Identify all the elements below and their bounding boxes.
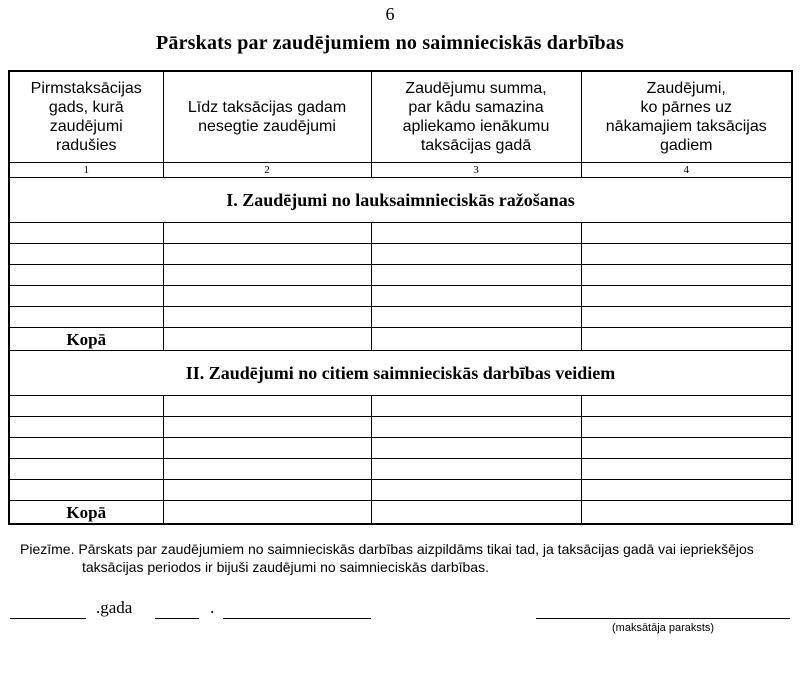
column-number: 2 (163, 163, 371, 178)
column-header: Pirmstaksācijas gads, kurā zaudējumi radušies (9, 71, 163, 163)
total-row (9, 501, 792, 525)
table-cell[interactable] (371, 265, 581, 286)
table-cell[interactable] (581, 396, 792, 417)
section-heading-row (9, 178, 792, 223)
column-number: 3 (371, 163, 581, 178)
table-cell[interactable] (581, 501, 792, 525)
section-heading-row (9, 351, 792, 396)
table-cell[interactable] (163, 328, 371, 351)
table-cell[interactable] (581, 480, 792, 501)
page-number: 6 (385, 4, 395, 24)
table-cell[interactable] (163, 501, 371, 525)
total-label: Kopā (9, 501, 163, 525)
table-cell[interactable] (581, 244, 792, 265)
table-cell[interactable] (163, 307, 371, 328)
table-cell[interactable] (163, 438, 371, 459)
signature-caption: (maksātāja paraksts) (612, 622, 715, 634)
table-cell[interactable] (581, 459, 792, 480)
table-cell[interactable] (371, 286, 581, 307)
table-cell[interactable] (9, 396, 163, 417)
signature-row (8, 596, 793, 636)
table-cell[interactable] (581, 307, 792, 328)
table-cell[interactable] (9, 459, 163, 480)
column-number: 4 (581, 163, 792, 178)
column-number-row (9, 163, 792, 178)
table-cell[interactable] (371, 244, 581, 265)
year-suffix: .gada (96, 598, 133, 617)
table-row (9, 459, 792, 480)
table-cell[interactable] (163, 223, 371, 244)
page-title: Pārskats par zaudējumiem no saimnieciskās darbības (155, 32, 624, 54)
table-cell[interactable] (581, 286, 792, 307)
table-cell[interactable] (9, 417, 163, 438)
day-field[interactable] (155, 596, 199, 619)
footnote (20, 540, 790, 576)
section-title-agricultural: I. Zaudējumi no lauksaimnieciskās ražošanas (9, 178, 792, 223)
table-cell[interactable] (9, 223, 163, 244)
table-row (9, 244, 792, 265)
column-number: 1 (9, 163, 163, 178)
table-cell[interactable] (9, 286, 163, 307)
year-field[interactable] (10, 596, 86, 619)
date-separator: . (210, 598, 215, 617)
table-row (9, 286, 792, 307)
table-row (9, 480, 792, 501)
table-cell[interactable] (581, 417, 792, 438)
footnote-line-2: taksācijas periodos ir bijuši zaudējumi no saimnieciskās darbības. (82, 559, 489, 575)
table-cell[interactable] (9, 265, 163, 286)
loss-report-table (8, 70, 793, 525)
table-cell[interactable] (581, 265, 792, 286)
table-cell[interactable] (163, 459, 371, 480)
table-cell[interactable] (371, 459, 581, 480)
table-cell[interactable] (163, 480, 371, 501)
table-cell[interactable] (581, 438, 792, 459)
table-cell[interactable] (163, 244, 371, 265)
table-cell[interactable] (9, 307, 163, 328)
total-label: Kopā (9, 328, 163, 351)
section-title-other-activities: II. Zaudējumi no citiem saimnieciskās darbības veidiem (9, 351, 792, 396)
signature-field[interactable] (536, 596, 790, 619)
table-cell[interactable] (163, 286, 371, 307)
table-cell[interactable] (371, 307, 581, 328)
table-row (9, 265, 792, 286)
table-cell[interactable] (371, 417, 581, 438)
column-header: Zaudējumi, ko pārnes uz nākamajiem taksācijas gadiem (581, 71, 792, 163)
table-row (9, 223, 792, 244)
table-cell[interactable] (371, 480, 581, 501)
table-cell[interactable] (163, 265, 371, 286)
table-row (9, 396, 792, 417)
table-cell[interactable] (163, 396, 371, 417)
table-row (9, 307, 792, 328)
table-cell[interactable] (371, 438, 581, 459)
table-row (9, 417, 792, 438)
table-cell[interactable] (9, 480, 163, 501)
table-cell[interactable] (9, 244, 163, 265)
table-cell[interactable] (371, 501, 581, 525)
table-cell[interactable] (581, 223, 792, 244)
table-header-row (9, 71, 792, 163)
table-cell[interactable] (371, 223, 581, 244)
table-cell[interactable] (163, 417, 371, 438)
table-cell[interactable] (371, 328, 581, 351)
table-cell[interactable] (371, 396, 581, 417)
table-cell[interactable] (9, 438, 163, 459)
table-row (9, 438, 792, 459)
column-header: Līdz taksācijas gadam nesegtie zaudējumi (163, 71, 371, 163)
total-row (9, 328, 792, 351)
column-header: Zaudējumu summa, par kādu samazina apliekamo ienākumu taksācijas gadā (371, 71, 581, 163)
table-cell[interactable] (581, 328, 792, 351)
footnote-line-1: Piezīme. Pārskats par zaudējumiem no saimnieciskās darbības aizpildāms tikai tad, ja taksācijas gadā vai iepriekšējos (20, 541, 754, 557)
month-field[interactable] (223, 596, 371, 619)
